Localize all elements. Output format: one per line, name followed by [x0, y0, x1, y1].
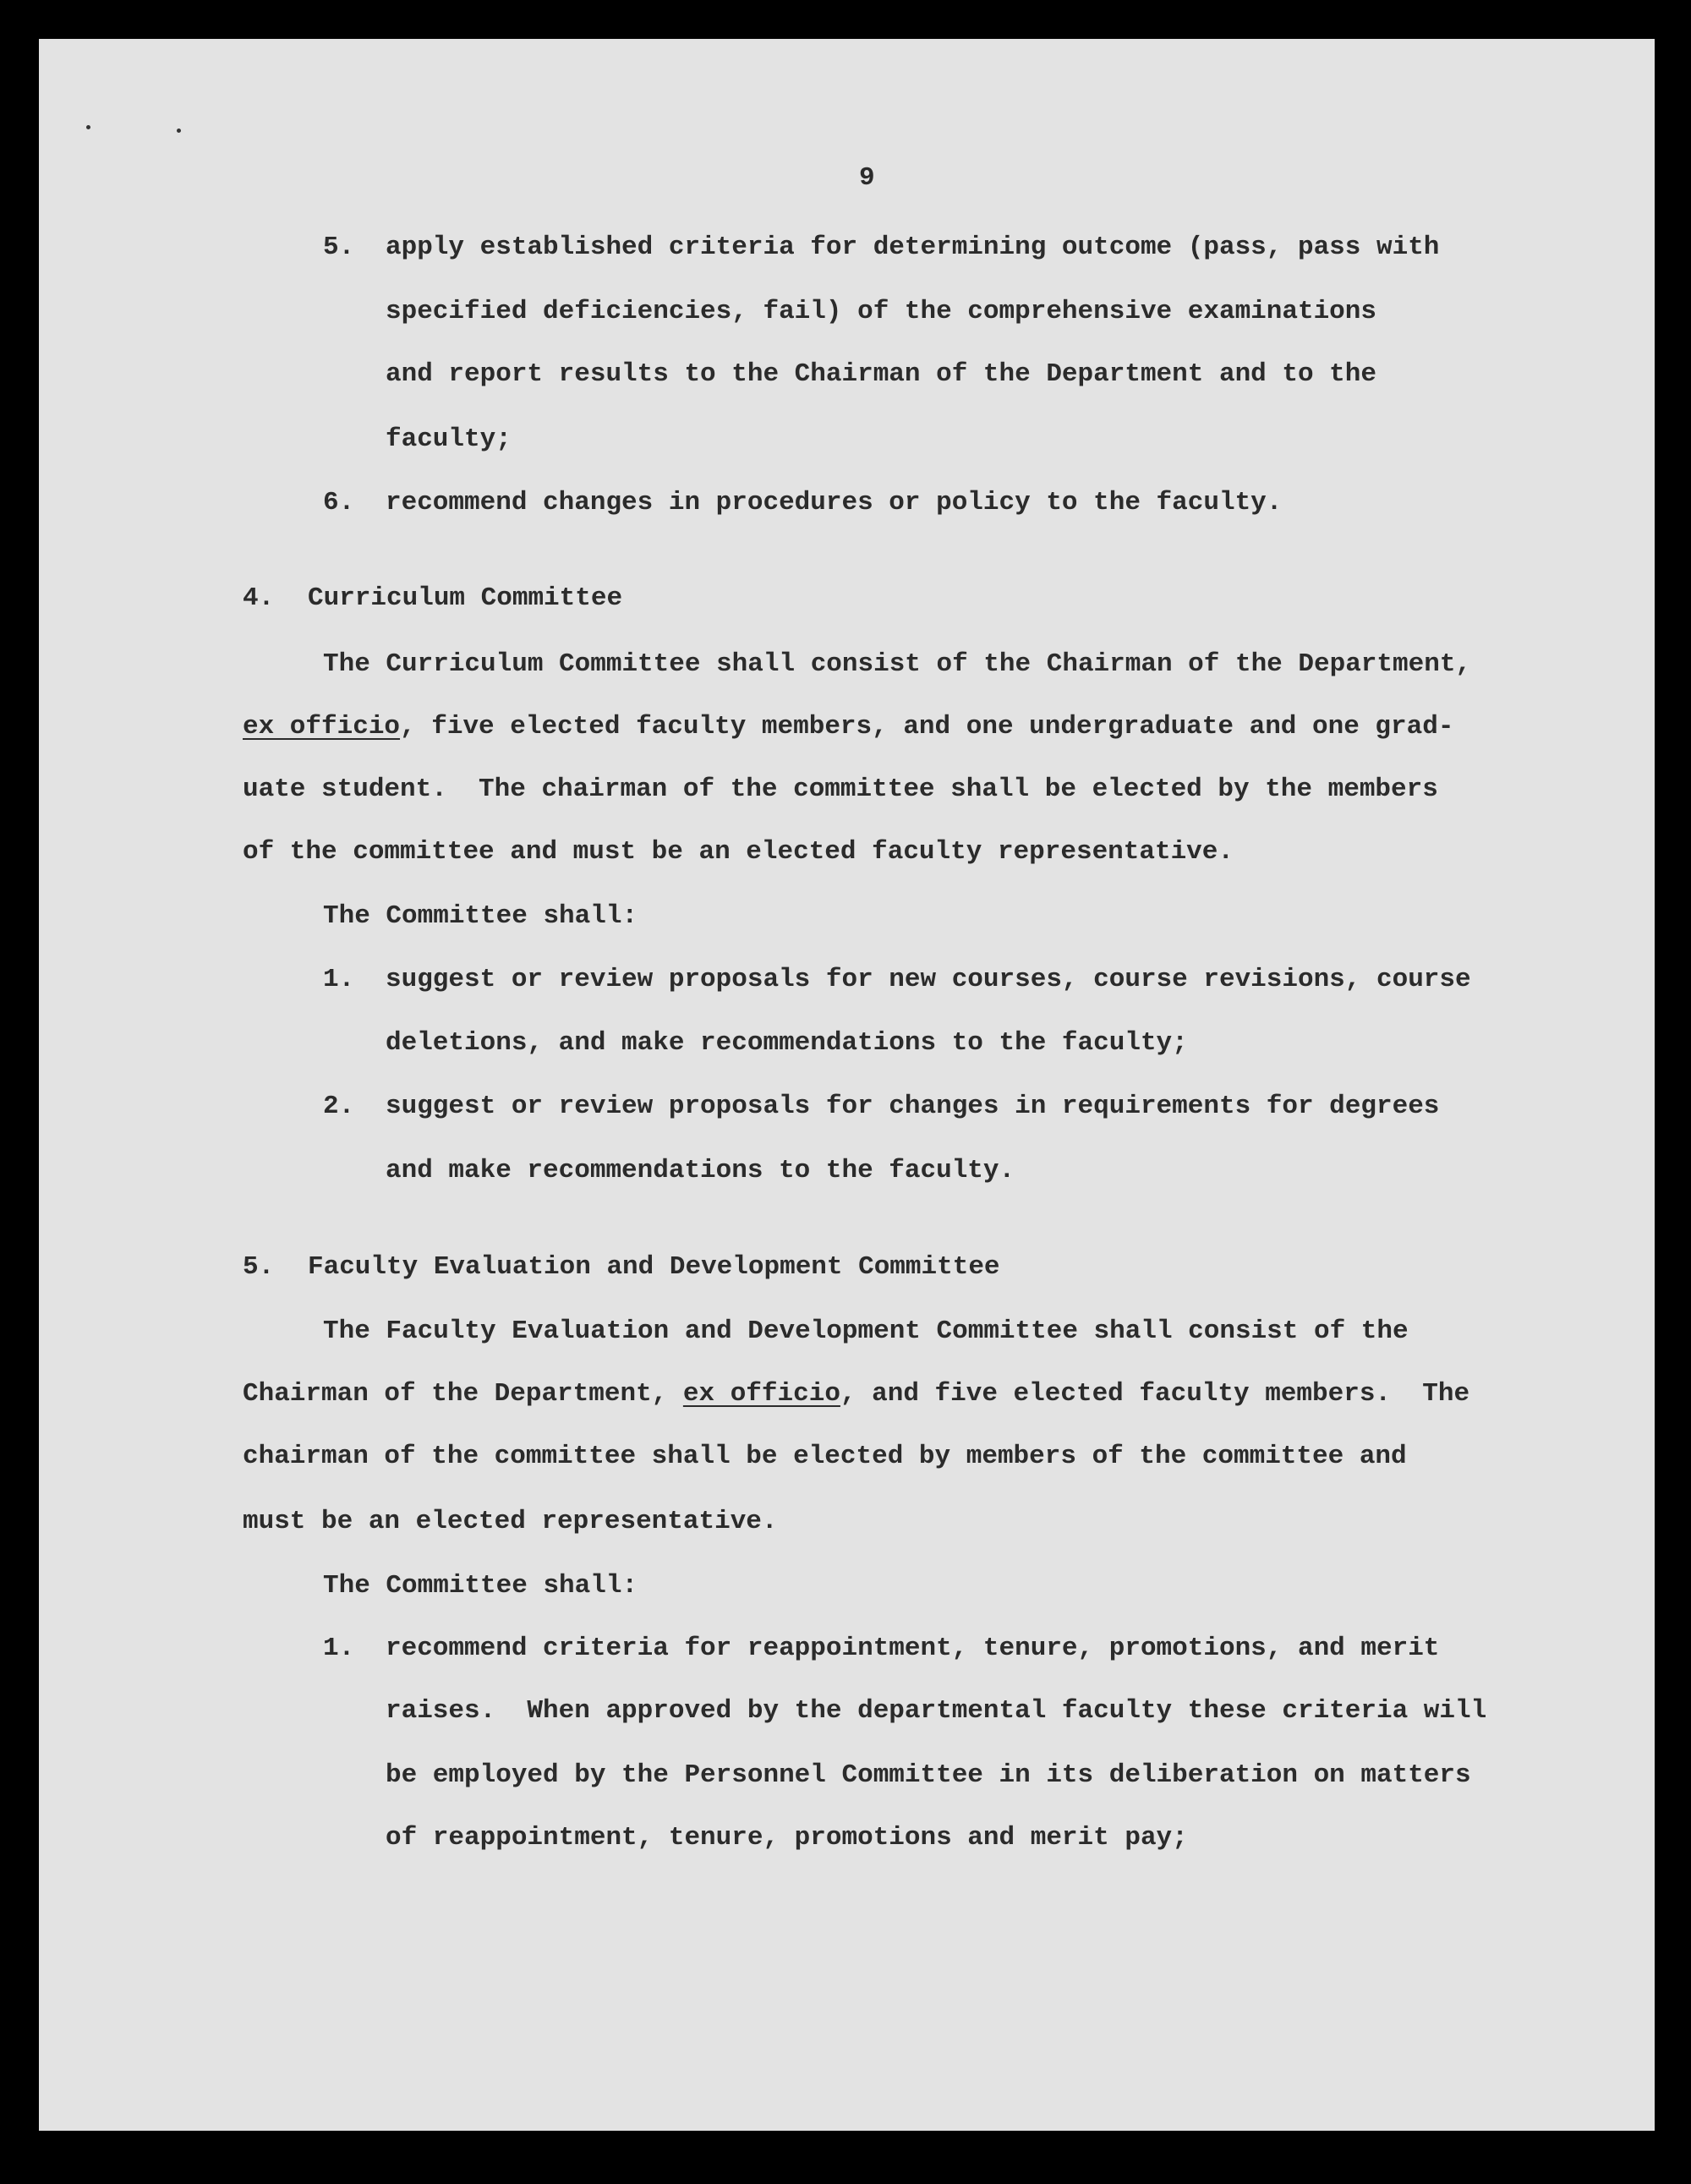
page-number: 9 — [859, 163, 875, 193]
list-item-line: suggest or review proposals for new courses, course revisions, course — [386, 965, 1471, 994]
paragraph-text: , five elected faculty members, and one undergraduate and one grad- — [400, 712, 1454, 742]
list-item-number: 6. — [323, 488, 355, 517]
committee-shall-label: The Committee shall: — [323, 1571, 638, 1601]
paragraph-text: Chairman of the Department, — [243, 1379, 683, 1409]
list-item-line: faculty; — [386, 424, 512, 454]
list-item-number: 2. — [323, 1092, 355, 1121]
section-heading: Faculty Evaluation and Development Committee — [308, 1252, 1000, 1282]
paragraph-line — [243, 1377, 1469, 1411]
paragraph-line: chairman of the committee shall be elected by members of the committee and — [243, 1442, 1407, 1471]
list-item-line: of reappointment, tenure, promotions and merit pay; — [386, 1823, 1188, 1853]
list-item-line: be employed by the Personnel Committee in its deliberation on matters — [386, 1760, 1471, 1790]
committee-shall-label: The Committee shall: — [323, 901, 638, 931]
paragraph-line: of the committee and must be an elected faculty representative. — [243, 837, 1234, 867]
list-item-line: apply established criteria for determining outcome (pass, pass with — [386, 233, 1440, 262]
paragraph-line — [243, 710, 1453, 744]
list-item-line: suggest or review proposals for changes in requirements for degrees — [386, 1092, 1440, 1121]
list-item-number: 1. — [323, 965, 355, 994]
list-item-line: and report results to the Chairman of the Department and to the — [386, 359, 1376, 389]
list-item-number: 1. — [323, 1634, 355, 1663]
paragraph-text: , and five elected faculty members. The — [840, 1379, 1470, 1409]
list-item-line: raises. When approved by the departmental faculty these criteria will — [386, 1696, 1487, 1726]
paragraph-line: The Curriculum Committee shall consist of the Chairman of the Department, — [323, 649, 1472, 679]
list-item-line: recommend changes in procedures or policy to the faculty. — [386, 488, 1283, 517]
underlined-term: ex officio — [682, 1379, 840, 1409]
paragraph-line: uate student. The chairman of the committee shall be elected by the members — [243, 775, 1438, 804]
list-item-line: recommend criteria for reappointment, tenure, promotions, and merit — [386, 1634, 1440, 1663]
paragraph-line: The Faculty Evaluation and Development Committee shall consist of the — [323, 1316, 1409, 1346]
document-page — [39, 39, 1655, 2131]
underlined-term: ex officio — [243, 712, 401, 742]
speck-mark — [177, 129, 181, 133]
section-heading: Curriculum Committee — [308, 583, 623, 613]
section-number: 5. — [243, 1252, 275, 1282]
section-number: 4. — [243, 583, 275, 613]
speck-mark — [86, 125, 90, 129]
list-item-line: specified deficiencies, fail) of the comprehensive examinations — [386, 297, 1376, 326]
paragraph-line: must be an elected representative. — [243, 1507, 778, 1536]
list-item-line: and make recommendations to the faculty. — [386, 1156, 1015, 1185]
list-item-number: 5. — [323, 233, 355, 262]
list-item-line: deletions, and make recommendations to the faculty; — [386, 1028, 1188, 1058]
